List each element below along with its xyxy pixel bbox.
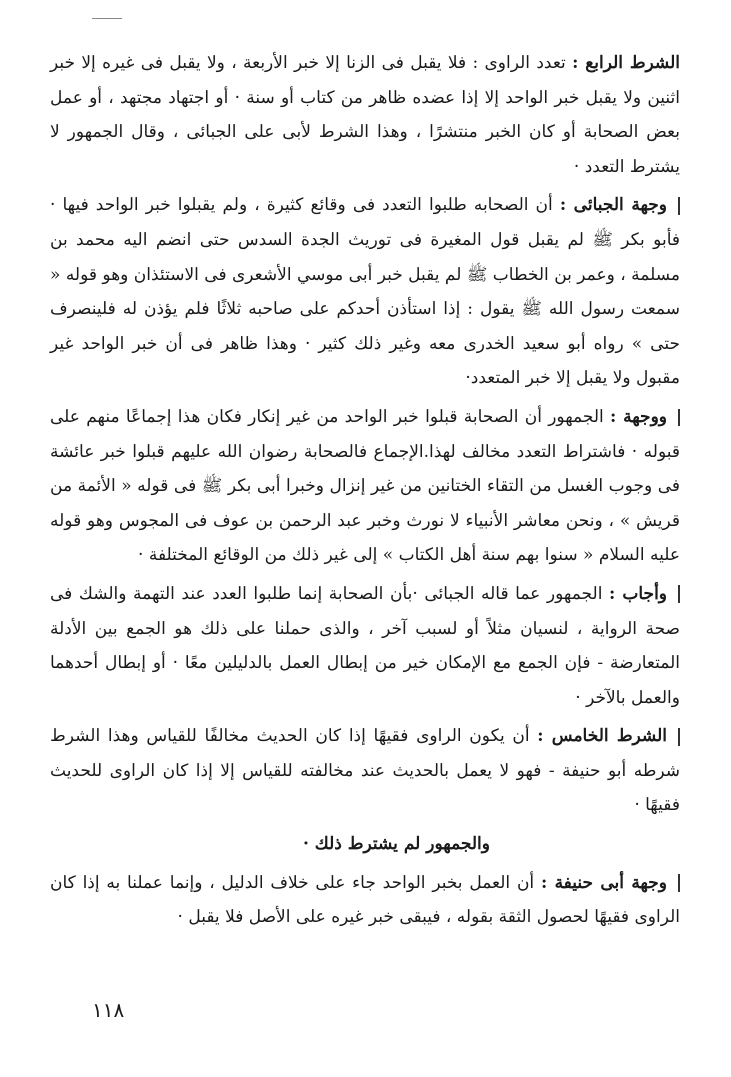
paragraph-heading: الشرط الرابع : [572,53,680,73]
margin-mark [673,197,680,215]
paragraph-text: أن العمل بخبر الواحد جاء على خلاف الدليل ، وإنما عملنا به إذا كان الراوى فقيهًا لحصول الثقة بقوله ، فيبقى خبر غيره على الأصل فلا يقبل · [50,872,680,928]
paragraph-majority-no-condition [50,827,680,862]
paragraph-text: أن الصحابه طلبوا التعدد فى وقائع كثيرة ، ولم يقبلوا خبر الواحد فيها · فأبو بكر ﷺ لم يقبل قول المغيرة فى توريث الجدة السدس حتى انضم اليه محمد بن مسلمة ، وعمر بن الخطاب ﷺ لم يقبل خبر أبى موسي الأشعرى فى الاستئذان وهو قوله « سمعت رسول الله ﷺ يقول : إذا استأذن أحدكم على صاحبه ثلاثًا فلم يؤذن له فلينصرف حتى » رواه أبو سعيد الخدرى معه وغير ذلك كثير · وهذا ظاهر فى أن خبر الواحد غير مقبول ولا يقبل إلا خبر المتعدد· [50,195,680,389]
paragraph-heading: ووجهة : [610,406,667,427]
paragraph-heading: والجمهور لم يشترط ذلك · [302,834,490,855]
paragraph-text: أن يكون الراوى فقيهًا إذا كان الحديث مخالفًا للقياس وهذا الشرط شرطه أبو حنيفة - فهو لا يعمل بالحديث عند مخالفته للقياس إلا إذا كان الراوى للحديث فقيهًا · [50,726,680,816]
paragraph-text: الجمهور عما قاله الجبائى ·بأن الصحابة إنما طلبوا العدد عند التهمة والشك فى صحة الرواية ، لنسيان مثلاً أو لسبب آخر ، والذى حملنا على ذلك هو الجمع بين الأدلة المتعارضة - فإن الجمع مع الإمكان خير من إبطال العمل بالدليلين معًا · أو إبطال أحدهما والعمل بالآخر · [50,583,680,708]
margin-mark [673,409,680,427]
margin-mark [673,585,680,603]
margin-mark [673,874,680,892]
paragraph-heading: وجهة الجبائى : [559,195,667,216]
paragraph-jubbai-view [50,188,680,396]
paragraph-heading: الشرط الخامس : [537,726,667,747]
margin-mark [673,728,680,746]
paragraph-text: الجمهور أن الصحابة قبلوا خبر الواحد من غير إنكار فكان هذا إجماعًا منهم على قبوله · فاشتراط التعدد مخالف لهذا.الإجماع فالصحابة رضوان الله عليهم قبلوا خبر عائشة فى وجوب الغسل من التقاء الختانين من غير إنزال وخبرا أبى بكر ﷺ فى قوله « الأئمة من قريش » ، ونحن معاشر الأنبياء لا نورث وخبر عبد الرحمن بن عوف فى المجوس وهو قوله عليه السلام « سنوا بهم سنة أهل الكتاب » إلى غير ذلك من الوقائع المختلفة · [50,406,680,566]
paragraph-majority-reply [50,577,680,715]
page-body [50,46,680,935]
header-rule [92,18,122,19]
paragraph-heading: وأجاب : [609,583,668,604]
paragraph-condition-four [50,46,680,184]
page-number: ١١٨ [92,998,125,1022]
paragraph-condition-five [50,719,680,823]
paragraph-heading: وجهة أبى حنيفة : [540,872,667,893]
paragraph-text: تعدد الراوى : فلا يقبل فى الزنا إلا خبر الأربعة ، ولا يقبل فى غيره إلا خبر اثنين ولا يقبل خبر الواحد إلا إذا عضده ظاهر من كتاب أو سنة · أو اجتهاد مجتهد ، أو عمل بعض الصحابة أو كان الخبر منتشرًا ، وهذا الشرط لأبى على الجبائى ، وقال الجمهور لا يشترط التعدد · [50,53,680,177]
paragraph-abu-hanifa-view [50,866,680,935]
paragraph-majority-view [50,400,680,573]
